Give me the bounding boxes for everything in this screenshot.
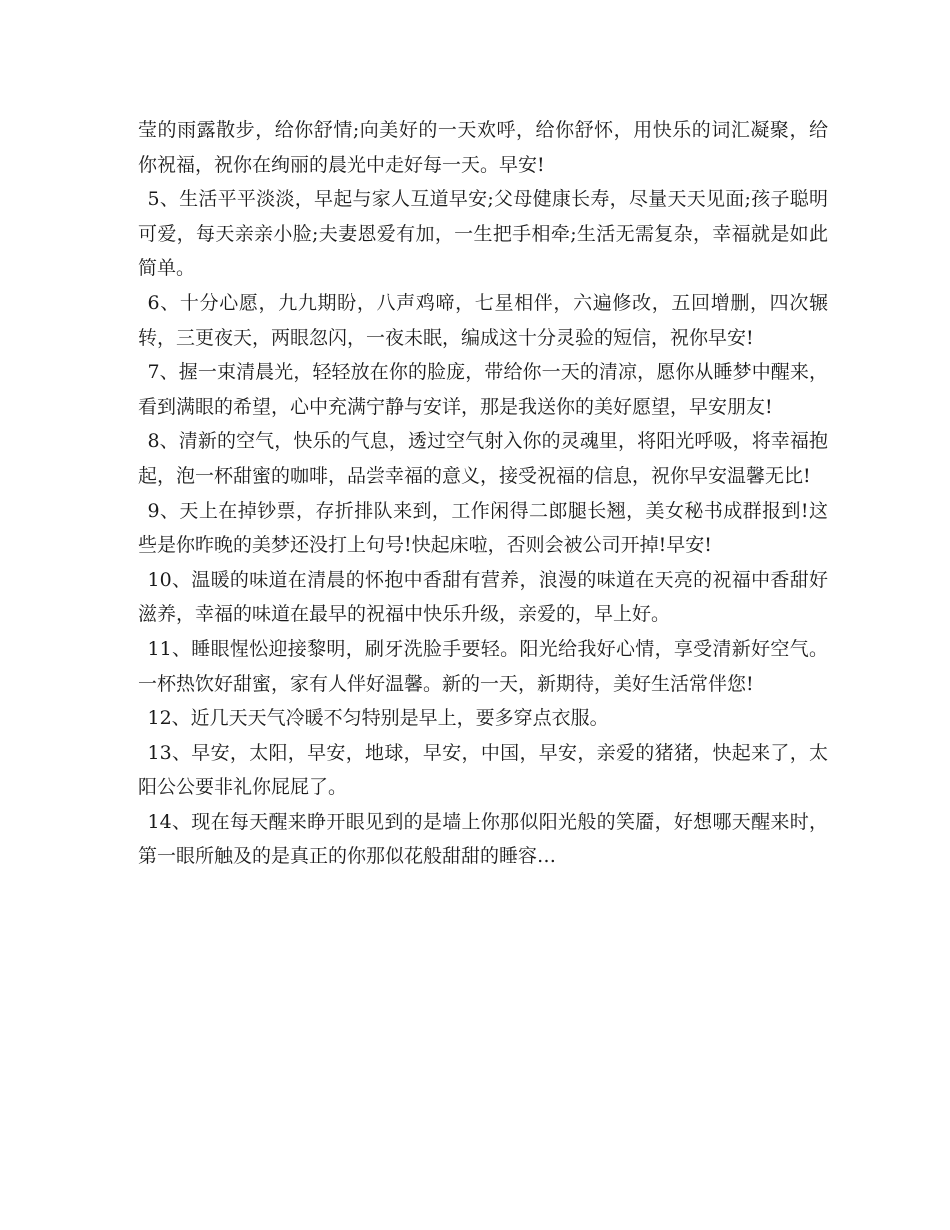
paragraph-item-13: 13、早安，太阳，早安，地球，早安，中国，早安，亲爱的猪猪，快起来了，太阳公公要非礼你屁屁了。: [138, 741, 828, 799]
paragraph-item-7: 7、握一束清晨光，轻轻放在你的脸庞，带给你一天的清凉，愿你从睡梦中醒来，看到满眼的希望，心中充满宁静与安详，那是我送你的美好愿望，早安朋友!: [138, 361, 828, 418]
paragraph-item-5: 5、生活平平淡淡，早起与家人互道早安;父母健康长寿，尽量天天见面;孩子聪明可爱，每天亲亲小脸;夫妻恩爱有加，一生把手相牵;生活无需复杂，幸福就是如此简单。: [138, 188, 828, 280]
paragraph-item-12: 12、近几天天气冷暖不匀特别是早上，要多穿点衣服。: [147, 707, 609, 730]
paragraph-item-8: 8、清新的空气，快乐的气息，透过空气射入你的灵魂里，将阳光呼吸，将幸福抱起，泡一杯甜蜜的咖啡，品尝幸福的意义，接受祝福的信息，祝你早安温馨无比!: [138, 430, 828, 487]
paragraph-item-9: 9、天上在掉钞票，存折排队来到，工作闲得二郎腿长翘，美女秘书成群报到!这些是你昨晚的美梦还没打上句号!快起床啦，否则会被公司开掉!早安!: [138, 499, 828, 557]
paragraph-item-10: 10、温暖的味道在清晨的怀抱中香甜有营养，浪漫的味道在天亮的祝福中香甜好滋养，幸福的味道在最早的祝福中快乐升级，亲爱的，早上好。: [138, 568, 828, 626]
document-body: [138, 113, 828, 874]
paragraph-item-14: 14、现在每天醒来睁开眼见到的是墙上你那似阳光般的笑靥，好想哪天醒来时，第一眼所触及的是真正的你那似花般甜甜的睡容…: [138, 810, 828, 868]
paragraph-item-6: 6、十分心愿，九九期盼，八声鸡啼，七星相伴，六遍修改，五回增删，四次辗转，三更夜天，两眼忽闪，一夜未眠，编成这十分灵验的短信，祝你早安!: [138, 291, 828, 349]
paragraph-continuation: 莹的雨露散步，给你舒情;向美好的一天欢呼，给你舒怀，用快乐的词汇凝聚，给你祝福，祝你在绚丽的晨光中走好每一天。早安!: [138, 119, 828, 176]
paragraph-item-11: 11、睡眼惺忪迎接黎明，刷牙洗脸手要轻。阳光给我好心情，享受清新好空气。一杯热饮好甜蜜，家有人伴好温馨。新的一天，新期待，美好生活常伴您!: [138, 637, 828, 695]
